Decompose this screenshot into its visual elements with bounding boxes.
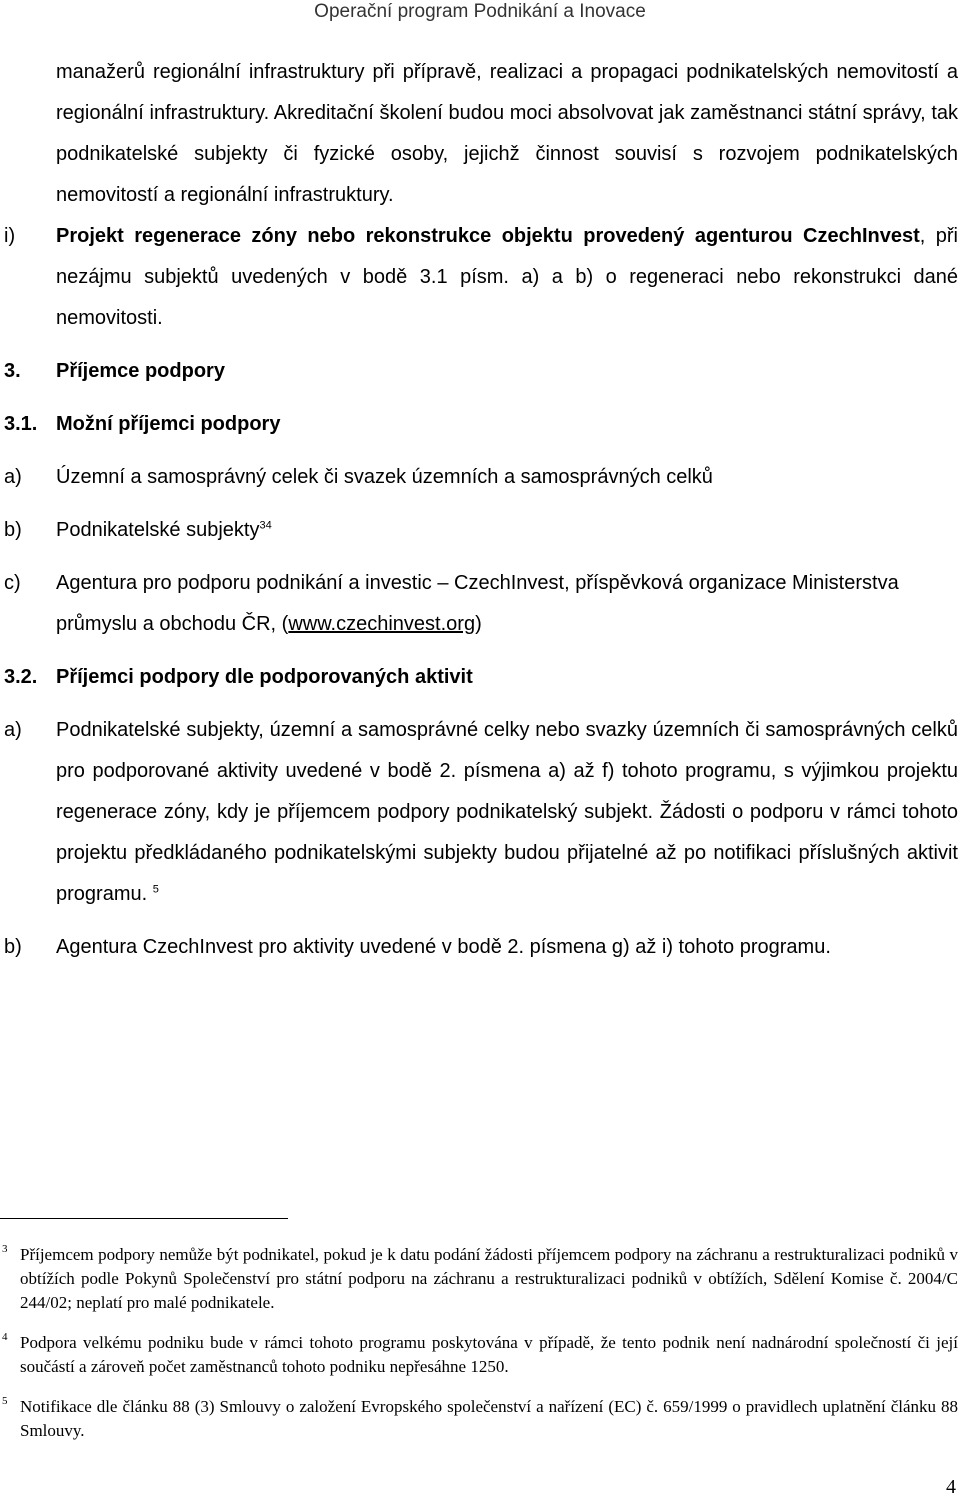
list-text: Agentura pro podporu podnikání a investic – CzechInvest, příspěvková organizace Ministerstva průmyslu a obchodu ČR, ( (56, 572, 899, 635)
list-text: Agentura CzechInvest pro aktivity uvedené v bodě 2. písmena g) až i) tohoto programu. (56, 936, 831, 958)
page-content (4, 52, 958, 968)
page-header (0, 0, 960, 24)
list-item (4, 457, 958, 498)
footnote-ref: 34 (259, 519, 272, 532)
footnote-divider (0, 1218, 288, 1219)
list-label: a) (4, 466, 22, 488)
list-label: b) (4, 519, 22, 541)
list-text: Územní a samosprávný celek či svazek územních a samosprávných celků (56, 466, 713, 488)
list-label: i) (4, 225, 16, 247)
footnote-number: 3 (2, 1243, 8, 1255)
footnote-number: 4 (2, 1331, 8, 1343)
list-item (4, 510, 958, 551)
footnote (0, 1331, 958, 1379)
section-32-number: 3.2. (4, 666, 38, 688)
footnote-ref: 5 (152, 883, 159, 896)
list-item (4, 927, 958, 968)
header-title: Operační program Podnikání a Inovace (314, 1, 646, 22)
section-31-title: Možní příjemci podpory (56, 413, 281, 435)
list-text: Podnikatelské subjekty (56, 519, 260, 541)
section-31-heading (4, 404, 958, 445)
section-3-title: Příjemce podpory (56, 360, 225, 382)
list-item (4, 710, 958, 915)
footnote-text: Příjemcem podpory nemůže být podnikatel, pokud je k datu podání žádosti příjemcem podpory na záchranu a restrukturalizaci podniků v obtížích podle Pokynů Společenství pro státní podporu na záchranu a restrukturalizaci podniků v obtížích, Sdělení Komise č. 2004/C 244/02; neplatí pro malé podnikatele. (20, 1245, 958, 1312)
list-item (4, 563, 958, 645)
intro-paragraph: manažerů regionální infrastruktury při přípravě, realizaci a propagaci podnikatelských nemovitostí a regionální infrastruktury. Akreditační školení budou moci absolvovat jak zaměstnanci státní správy, tak podnikatelské subjekty či fyzické osoby, jejichž činnost souvisí s rozvojem podnikatelských nemovitostí a regionální infrastruktury. (56, 61, 958, 206)
section-32-title: Příjemci podpory dle podporovaných aktivit (56, 666, 473, 688)
section-32-heading (4, 657, 958, 698)
footnote (0, 1395, 958, 1443)
list-label: a) (4, 719, 22, 741)
list-label: c) (4, 572, 21, 594)
footnotes (0, 1243, 958, 1459)
list-text: Podnikatelské subjekty, územní a samosprávné celky nebo svazky územních či samosprávných celků pro podporované aktivity uvedené v bodě 2. písmena a) až f) tohoto programu, s výjimkou projektu regenerace zóny, kdy je příjemcem podpory podnikatelský subjekt. Žádosti o podporu v rámci tohoto projektu předkládaného podnikatelskými subjekty budou přijatelné až po notifikaci příslušných aktivit programu. (56, 719, 958, 905)
item-i-bold: Projekt regenerace zóny nebo rekonstrukce objektu provedený agenturou CzechInvest (56, 225, 920, 247)
list-item-i (4, 216, 958, 339)
page-number: 4 (946, 1476, 956, 1498)
section-3-heading (4, 351, 958, 392)
czechinvest-link[interactable]: www.czechinvest.org (288, 613, 476, 635)
footnote-number: 5 (2, 1395, 8, 1407)
list-label: b) (4, 936, 22, 958)
list-text-after: ) (475, 613, 482, 635)
footnote (0, 1243, 958, 1315)
section-31-number: 3.1. (4, 413, 38, 435)
footnote-text: Podpora velkému podniku bude v rámci tohoto programu poskytována v případě, že tento podnik není nadnárodní společností či její součástí a zároveň počet zaměstnanců tohoto podniku nepřesáhne 1250. (20, 1333, 958, 1376)
footnote-text: Notifikace dle článku 88 (3) Smlouvy o založení Evropského společenství a nařízení (EC) č. 659/1999 o pravidlech uplatnění článku 88 Smlouvy. (20, 1397, 958, 1440)
item-i-rest: , při nezájmu subjektů uvedených v bodě 3.1 písm. a) a b) o regeneraci nebo rekonstrukci dané nemovitosti. (56, 225, 958, 329)
section-3-number: 3. (4, 360, 21, 382)
